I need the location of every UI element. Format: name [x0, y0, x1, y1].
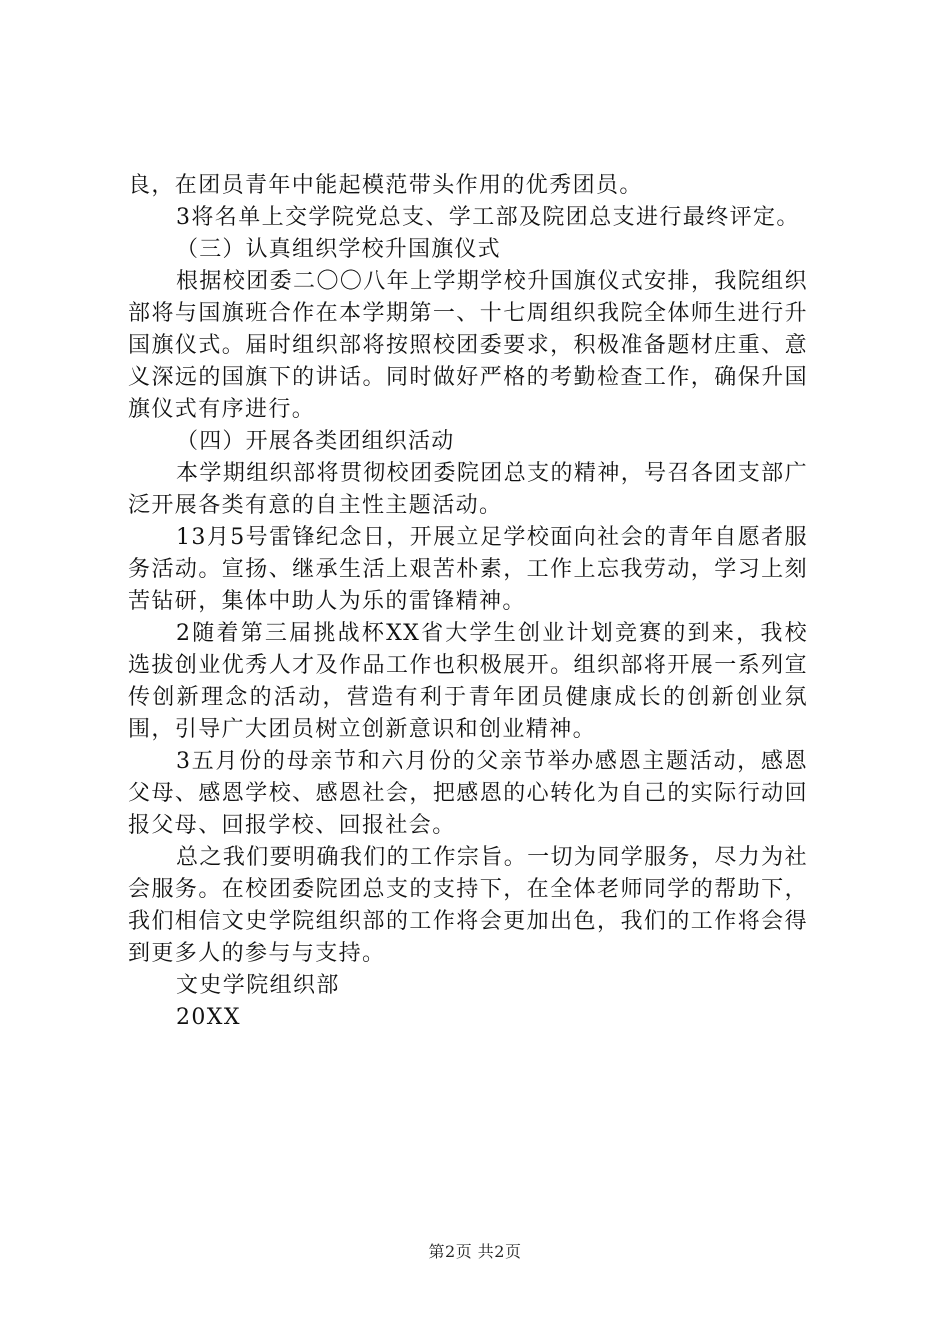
paragraph-challenge-cup: 2随着第三届挑战杯XX省大学生创业计划竞赛的到来，我校选拔创业优秀人才及作品工作也积极展开。组织部将开展一系列宣传创新理念的活动，营造有利于青年团员健康成长的创新创业氛围，引导广大团员树立创新意识和创业精神。	[128, 621, 808, 742]
signature-department: 文史学院组织部	[176, 973, 340, 998]
paragraph-continuation: 良，在团员青年中能起模范带头作用的优秀团员。	[128, 173, 643, 198]
paragraph-flag-ceremony: 根据校团委二〇〇八年上学期学校升国旗仪式安排，我院组织部将与国旗班合作在本学期第一、十七周组织我院全体师生进行升国旗仪式。届时组织部将按照校团委要求，积极准备题材庄重、意义深远的国旗下的讲话。同时做好严格的考勤检查工作，确保升国旗仪式有序进行。	[128, 269, 808, 422]
section-heading-flag-ceremony: （三）认真组织学校升国旗仪式	[176, 237, 501, 262]
document-body	[128, 170, 808, 1034]
paragraph-item-3-submit-list: 3将名单上交学院党总支、学工部及院团总支进行最终评定。	[176, 205, 800, 230]
paragraph-lei-feng-day: 13月5号雷锋纪念日，开展立足学校面向社会的青年自愿者服务活动。宣扬、继承生活上艰苦朴素，工作上忘我劳动，学习上刻苦钻研，集体中助人为乐的雷锋精神。	[128, 525, 808, 614]
paragraph-gratitude-activity: 3五月份的母亲节和六月份的父亲节举办感恩主题活动，感恩父母、感恩学校、感恩社会，把感恩的心转化为自己的实际行动回报父母、回报学校、回报社会。	[128, 749, 808, 838]
page-number-footer: 第2页 共2页	[428, 1242, 522, 1261]
paragraph-activities-intro: 本学期组织部将贯彻校团委院团总支的精神，号召各团支部广泛开展各类有意的自主性主题活动。	[128, 461, 808, 518]
signature-date: 20XX	[176, 1005, 241, 1030]
section-heading-activities: （四）开展各类团组织活动	[176, 429, 455, 454]
paragraph-conclusion: 总之我们要明确我们的工作宗旨。一切为同学服务，尽力为社会服务。在校团委院团总支的支持下，在全体老师同学的帮助下，我们相信文史学院组织部的工作将会更加出色，我们的工作将会得到更多人的参与与支持。	[128, 845, 808, 966]
